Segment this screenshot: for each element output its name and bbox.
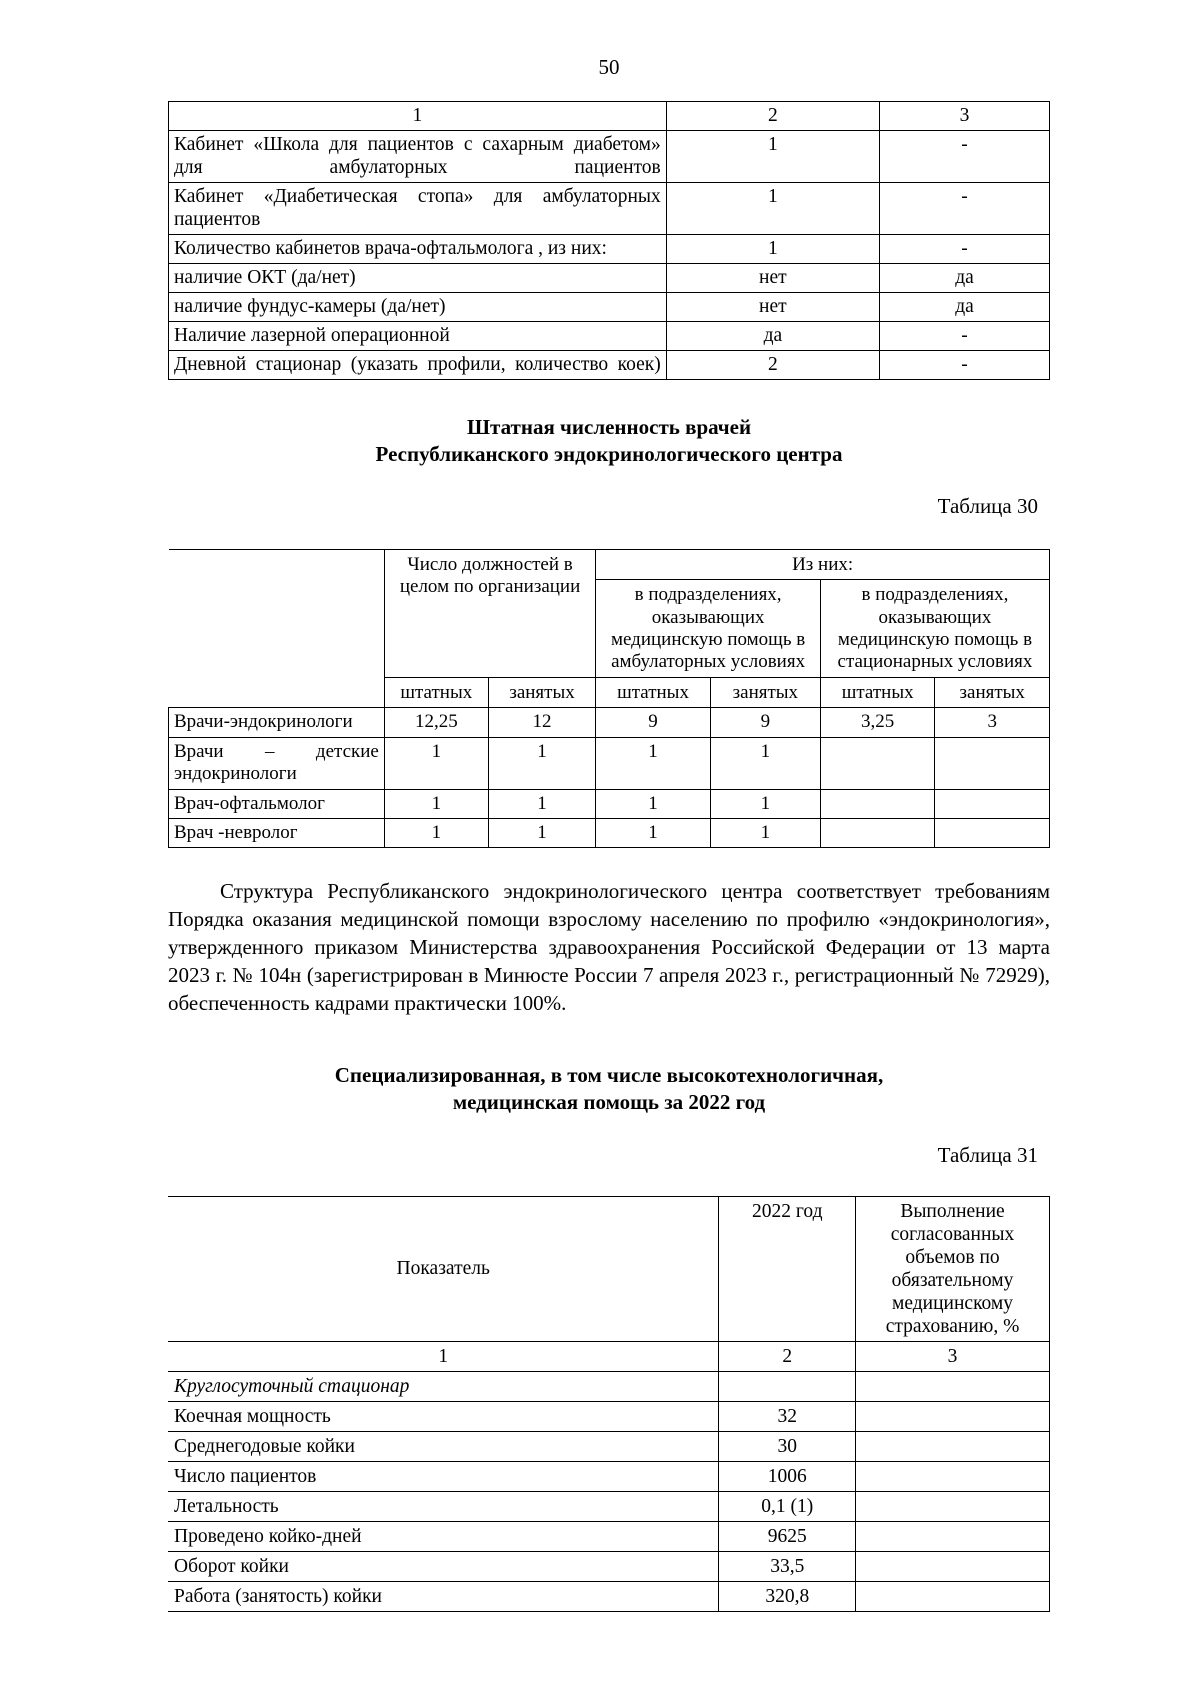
column-number-2: 2 — [719, 1341, 856, 1371]
table-31-label: Таблица 31 — [937, 1142, 1038, 1167]
column-number-1: 1 — [168, 1341, 719, 1371]
row-value-3 — [856, 1491, 1050, 1521]
row-in-occupied — [935, 818, 1050, 847]
table-31-header-row — [168, 1196, 1050, 1341]
header-inpatient: в подразделениях, оказывающих медицинскую помощь в стационарных условиях — [820, 580, 1049, 678]
table-row — [169, 737, 1050, 789]
row-out-staffed: 9 — [596, 708, 711, 737]
row-value-2: 320,8 — [719, 1581, 856, 1611]
row-value-2: 33,5 — [719, 1551, 856, 1581]
header-of-which: Из них: — [596, 549, 1050, 579]
header-total-staffed: штатных — [384, 677, 488, 707]
row-value-3: да — [879, 264, 1049, 293]
header-fulfillment: Выполнение согласованных объемов по обязательному медицинскому страхованию, % — [856, 1196, 1050, 1341]
table-row — [168, 1461, 1050, 1491]
row-value-2: 1 — [666, 235, 879, 264]
column-number-2: 2 — [666, 102, 879, 131]
table-row-column-numbers — [168, 1341, 1050, 1371]
section-heading-30-line1: Штатная численность врачей — [466, 415, 752, 440]
body-paragraph: Структура Республиканского эндокринологического центра соответствует требованиям Порядка оказания медицинской помощи взрослому населению по профилю «эндокринология», утвержденного приказом Министерства здравоохранения Российской Федерации от 13 марта 2023 г. № 104н (зарегистрирован в Минюсте России 7 апреля 2023 г., регистрационный № 72929), обеспеченность кадрами практически 100%. — [168, 879, 1050, 1015]
row-value-3: - — [879, 131, 1049, 183]
table-row — [169, 183, 1050, 235]
section-heading-30 — [168, 414, 1050, 468]
table-row — [169, 708, 1050, 737]
table-30-corner-cell — [169, 549, 385, 707]
row-value-2: 30 — [719, 1431, 856, 1461]
row-value-3 — [856, 1371, 1050, 1401]
row-total-staffed: 12,25 — [384, 708, 488, 737]
section-heading-31-line2: медицинская помощь за 2022 год — [452, 1090, 766, 1115]
table-row — [169, 789, 1050, 818]
row-value-3: - — [879, 322, 1049, 351]
row-out-occupied: 1 — [710, 818, 820, 847]
table-31-specialized-care — [168, 1196, 1050, 1612]
row-total-occupied: 1 — [488, 737, 595, 789]
row-label: Число пациентов — [168, 1461, 719, 1491]
header-indicator: Показатель — [168, 1196, 719, 1341]
table-row — [169, 322, 1050, 351]
row-label: Среднегодовые койки — [168, 1431, 719, 1461]
row-value-3: - — [879, 183, 1049, 235]
row-label: Врачи-эндокринологи — [169, 708, 385, 737]
section-heading-31 — [168, 1062, 1050, 1117]
row-value-2: 9625 — [719, 1521, 856, 1551]
row-label: Оборот койки — [168, 1551, 719, 1581]
row-value-2: нет — [666, 293, 879, 322]
table-row — [168, 1431, 1050, 1461]
row-label: Круглосуточный стационар — [168, 1371, 719, 1401]
column-number-1: 1 — [169, 102, 667, 131]
row-value-3: - — [879, 351, 1049, 380]
table-row-column-numbers — [169, 102, 1050, 131]
row-out-occupied: 9 — [710, 708, 820, 737]
row-total-staffed: 1 — [384, 789, 488, 818]
row-total-occupied: 1 — [488, 818, 595, 847]
row-value-2: 1 — [666, 183, 879, 235]
row-label: Проведено койко-дней — [168, 1521, 719, 1551]
row-value-2: 1 — [666, 131, 879, 183]
row-value-2: 1006 — [719, 1461, 856, 1491]
row-in-staffed: 3,25 — [820, 708, 935, 737]
row-in-staffed — [820, 818, 935, 847]
row-value-2: 2 — [666, 351, 879, 380]
row-out-staffed: 1 — [596, 737, 711, 789]
table-row — [168, 1401, 1050, 1431]
row-value-3: да — [879, 293, 1049, 322]
table-continuation — [168, 101, 1050, 380]
row-value-2: 0,1 (1) — [719, 1491, 856, 1521]
row-total-staffed: 1 — [384, 737, 488, 789]
row-value-2: 32 — [719, 1401, 856, 1431]
table-row — [168, 1491, 1050, 1521]
row-label: Дневной стационар (указать профили, количество коек) — [169, 351, 667, 380]
header-in-staffed: штатных — [820, 677, 935, 707]
table-row — [168, 1521, 1050, 1551]
row-value-3 — [856, 1521, 1050, 1551]
table-row — [168, 1551, 1050, 1581]
table-row — [169, 264, 1050, 293]
section-heading-30-line2: Республиканского эндокринологического центра — [375, 441, 843, 466]
column-number-3: 3 — [879, 102, 1049, 131]
row-label: Врач -невролог — [169, 818, 385, 847]
row-value-3 — [856, 1461, 1050, 1491]
row-total-staffed: 1 — [384, 818, 488, 847]
header-outpatient: в подразделениях, оказывающих медицинскую помощь в амбулаторных условиях — [596, 580, 821, 678]
table-row — [169, 351, 1050, 380]
row-in-staffed — [820, 789, 935, 818]
row-value-3: - — [879, 235, 1049, 264]
row-value-3 — [856, 1431, 1050, 1461]
row-label: наличие фундус-камеры (да/нет) — [169, 293, 667, 322]
page-number: 50 — [598, 55, 620, 79]
table-row — [169, 235, 1050, 264]
table-row — [168, 1581, 1050, 1611]
section-heading-31-line1: Специализированная, в том числе высокотехнологичная, — [334, 1062, 884, 1087]
row-total-occupied: 1 — [488, 789, 595, 818]
row-in-occupied — [935, 789, 1050, 818]
table-30-staffing — [168, 549, 1050, 848]
table-30-header-row-1 — [169, 549, 1050, 579]
row-in-occupied — [935, 737, 1050, 789]
column-number-3: 3 — [856, 1341, 1050, 1371]
table-row — [169, 131, 1050, 183]
row-value-2 — [719, 1371, 856, 1401]
row-out-occupied: 1 — [710, 737, 820, 789]
row-in-staffed — [820, 737, 935, 789]
row-label: Кабинет «Школа для пациентов с сахарным диабетом» для амбулаторных пациентов — [169, 131, 667, 183]
row-label: Врачи – детские эндокринологи — [169, 737, 385, 789]
row-out-staffed: 1 — [596, 818, 711, 847]
row-label: наличие ОКТ (да/нет) — [169, 264, 667, 293]
row-out-staffed: 1 — [596, 789, 711, 818]
row-label: Врач-офтальмолог — [169, 789, 385, 818]
table-row-section — [168, 1371, 1050, 1401]
table-30-label: Таблица 30 — [937, 493, 1038, 518]
row-out-occupied: 1 — [710, 789, 820, 818]
row-label: Работа (занятость) койки — [168, 1581, 719, 1611]
row-value-2: да — [666, 322, 879, 351]
row-in-occupied: 3 — [935, 708, 1050, 737]
row-value-3 — [856, 1401, 1050, 1431]
row-value-3 — [856, 1551, 1050, 1581]
row-label: Кабинет «Диабетическая стопа» для амбулаторных пациентов — [169, 183, 667, 235]
header-out-occupied: занятых — [710, 677, 820, 707]
table-row — [169, 293, 1050, 322]
header-total-occupied: занятых — [488, 677, 595, 707]
table-row — [169, 818, 1050, 847]
row-label: Наличие лазерной операционной — [169, 322, 667, 351]
header-year: 2022 год — [719, 1196, 856, 1341]
row-value-3 — [856, 1581, 1050, 1611]
header-out-staffed: штатных — [596, 677, 711, 707]
row-total-occupied: 12 — [488, 708, 595, 737]
row-label: Летальность — [168, 1491, 719, 1521]
row-value-2: нет — [666, 264, 879, 293]
row-label: Коечная мощность — [168, 1401, 719, 1431]
header-in-occupied: занятых — [935, 677, 1050, 707]
row-label: Количество кабинетов врача-офтальмолога , из них: — [169, 235, 667, 264]
header-total-positions: Число должностей в целом по организации — [384, 549, 595, 677]
